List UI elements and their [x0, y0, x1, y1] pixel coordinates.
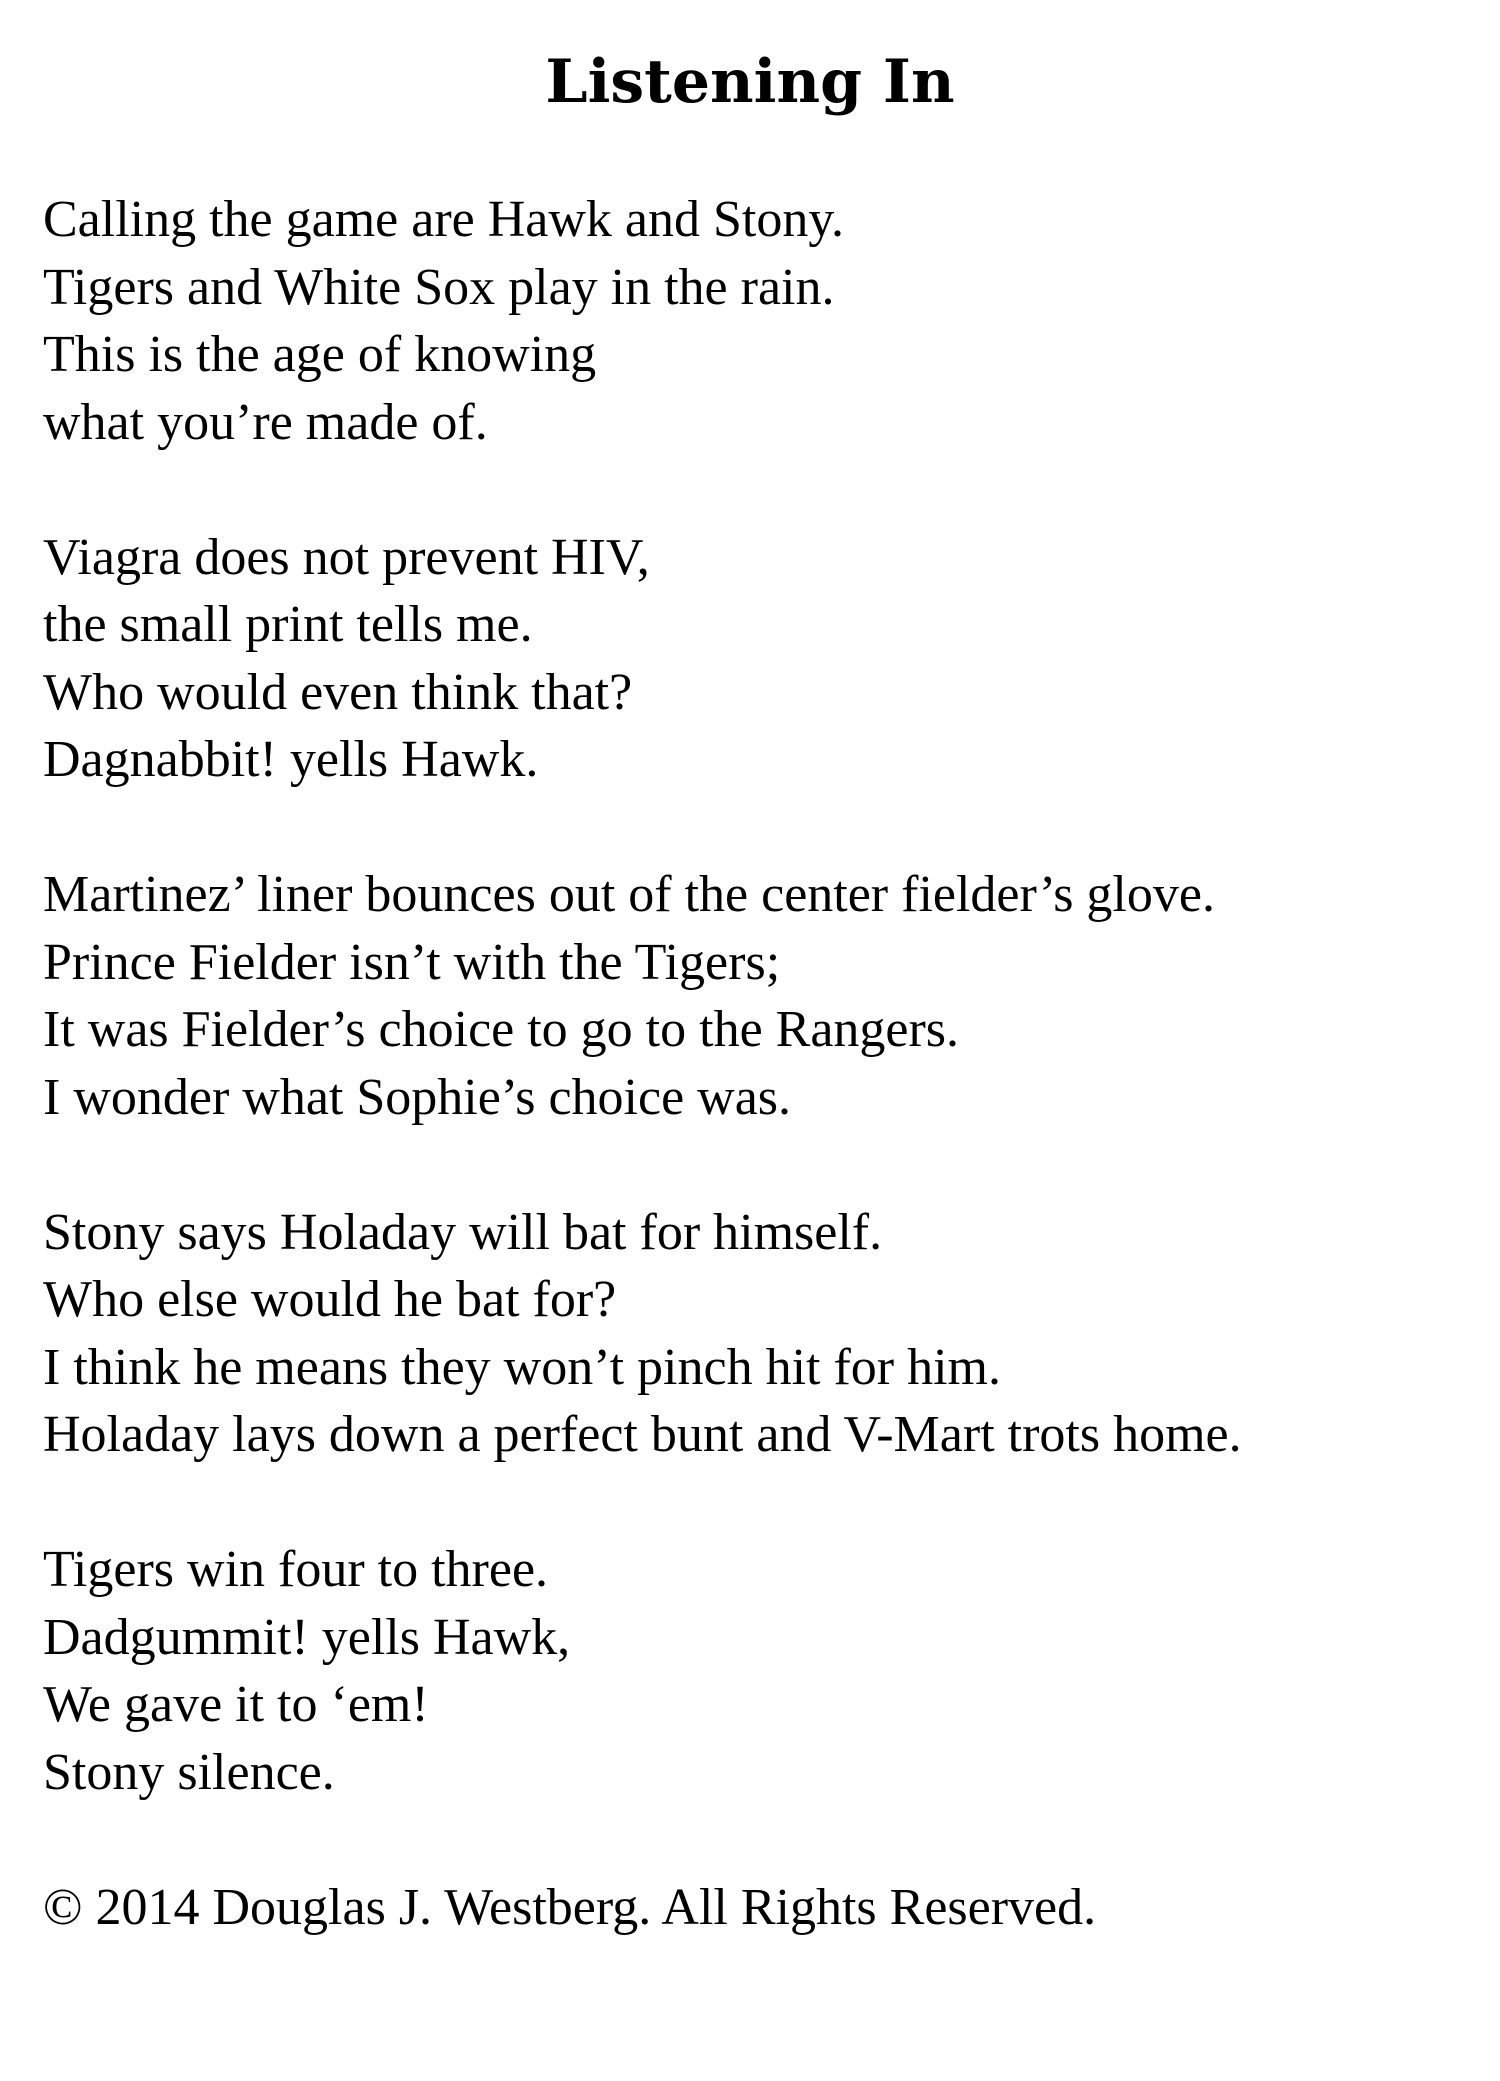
poem-line: the small print tells me. [43, 596, 533, 653]
poem-line: It was Fielder’s choice to go to the Rangers. [43, 1001, 960, 1058]
poem-line: Tigers and White Sox play in the rain. [43, 258, 835, 316]
poem-line: Who else would he bat for? [43, 1271, 617, 1328]
stanza-5 [43, 1536, 1483, 1806]
poem-line: I wonder what Sophie’s choice was. [43, 1068, 792, 1126]
poem-line: This is the age of knowing [43, 326, 597, 383]
stanza-2 [43, 524, 1483, 794]
poem-line: Prince Fielder isn’t with the Tigers; [43, 933, 781, 991]
copyright-notice: © 2014 Douglas J. Westberg. All Rights Reserved. [43, 1878, 1097, 1936]
poem-line: Dagnabbit! yells Hawk. [43, 731, 539, 788]
poem-line: Stony silence. [43, 1743, 335, 1801]
poem-body [43, 186, 1483, 1941]
stanza-3 [43, 861, 1483, 1131]
poem-line: Martinez’ liner bounces out of the center fielder’s glove. [43, 866, 1215, 923]
poem-line: Calling the game are Hawk and Stony. [43, 191, 844, 248]
stanza-4 [43, 1199, 1483, 1469]
stanza-1 [43, 186, 1483, 456]
poem-line: Holaday lays down a perfect bunt and V-Mart trots home. [43, 1406, 1242, 1463]
poem-line: Who would even think that? [43, 663, 633, 721]
poem-line: Stony says Holaday will bat for himself. [43, 1203, 883, 1261]
poem-title: Listening In [545, 47, 955, 117]
poem-line: Viagra does not prevent HIV, [43, 528, 650, 586]
poem-line: We gave it to ‘em! [43, 1676, 429, 1733]
poem-line: I think he means they won’t pinch hit for him. [43, 1338, 1001, 1396]
poem-line: what you’re made of. [43, 393, 488, 451]
poem-line: Tigers win four to three. [43, 1541, 549, 1598]
poem-line: Dadgummit! yells Hawk, [43, 1608, 571, 1666]
